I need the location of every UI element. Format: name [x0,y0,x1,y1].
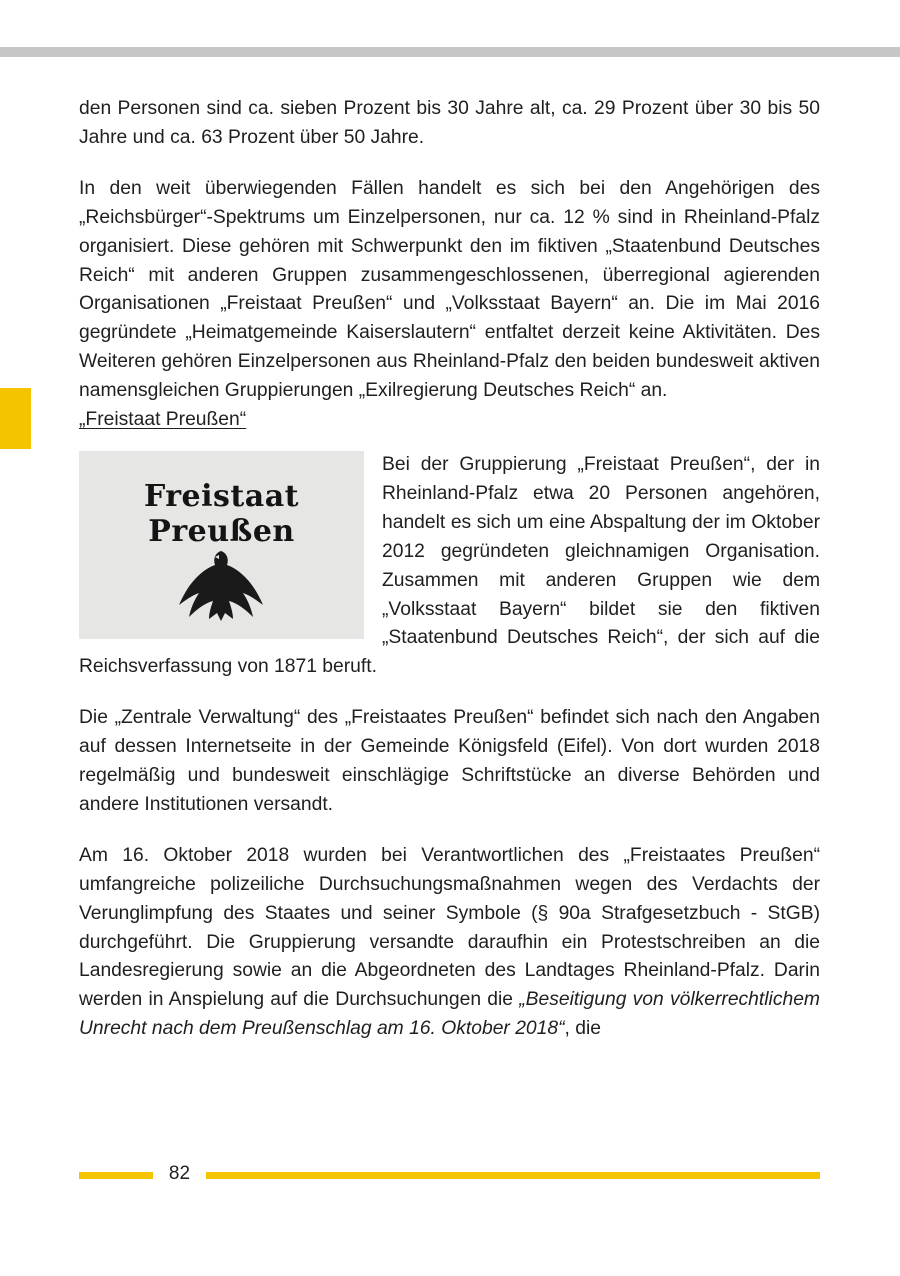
paragraph-central-administration: Die „Zentrale Verwaltung“ des „Freistaates Preußen“ befindet sich nach den Angaben auf dessen Internetseite in der Gemeinde Königsfeld (Eifel). Von dort wurden 2018 regelmäßig und bundesweit einschlägige Schriftstücke an diverse Behörden und andere Institutionen versandt. [79,707,820,815]
paragraph-age-distribution: den Personen sind ca. sieben Prozent bis 30 Jahre alt, ca. 29 Prozent über 30 bis 50 Jahre und ca. 63 Prozent über 50 Jahre. [79,98,820,148]
searches-text-end: , die [564,1018,601,1040]
eagle-icon [175,547,267,623]
paragraph-searches [79,842,820,1044]
top-rule [0,47,900,57]
footer-bar-right [206,1172,820,1179]
section-heading: „Freistaat Preußen“ [79,409,247,431]
paragraph-organization: In den weit überwiegenden Fällen handelt es sich bei den Angehörigen des „Reichsbürger“-Spektrums um Einzelpersonen, nur ca. 12 % sind in Rheinland-Pfalz organisiert. Diese gehören mit Schwerpunkt den im fiktiven „Staatenbund Deutsches Reich“ mit anderen Gruppen zusammengeschlossenen, überregional agierenden Organisationen „Freistaat Preußen“ und „Volksstaat Bayern“ an. Die im Mai 2016 gegründete „Heimatgemeinde Kaiserslautern“ entfaltet derzeit keine Aktivitäten. Des Weiteren gehören Einzelpersonen aus Rheinland-Pfalz den beiden bundesweit aktiven namensgleichen Gruppierungen „Exilregierung Deutsches Reich“ an. [79,177,820,402]
page-body [79,95,820,1044]
searches-quote: „Beseitigung von völkerrechtlichem Unrecht nach dem Preußenschlag am 16. Oktober 2018“ [79,989,820,1040]
searches-text: Am 16. Oktober 2018 wurden bei Verantwortlichen des „Freistaates Preußen“ umfangreiche polizeiliche Durchsuchungsmaßnahmen wegen des Verdachts der Verunglimpfung des Staates und seiner Symbole (§ 90a Strafgesetzbuch - StGB) durchgeführt. Die Gruppierung versandte daraufhin ein Protestschreiben an die Landesregierung sowie an die Abgeordneten des Landtages Rheinland-Pfalz. Darin werden in Anspielung auf die Durchsuchungen die [79,844,820,1011]
page-number: 82 [168,1163,191,1184]
chapter-marker-tab [0,388,31,449]
logo-text: Freistaat Preußen [143,478,300,549]
freistaat-preussen-logo [79,451,364,639]
footer-bar-left [79,1172,153,1179]
paragraph-group-description: Bei der Gruppierung „Freistaat Preußen“, der in Rheinland-Pfalz etwa 20 Personen angehören, handelt es sich um eine Abspaltung der im Oktober 2012 gegründeten gleichnamigen Organisation. Zusammen mit anderen Gruppen wie dem „Volksstaat Bayern“ bildet sie den fiktiven „Staatenbund Deutsches Reich“, der sich auf die Reichsverfassung von 1871 beruft. [79,453,820,678]
